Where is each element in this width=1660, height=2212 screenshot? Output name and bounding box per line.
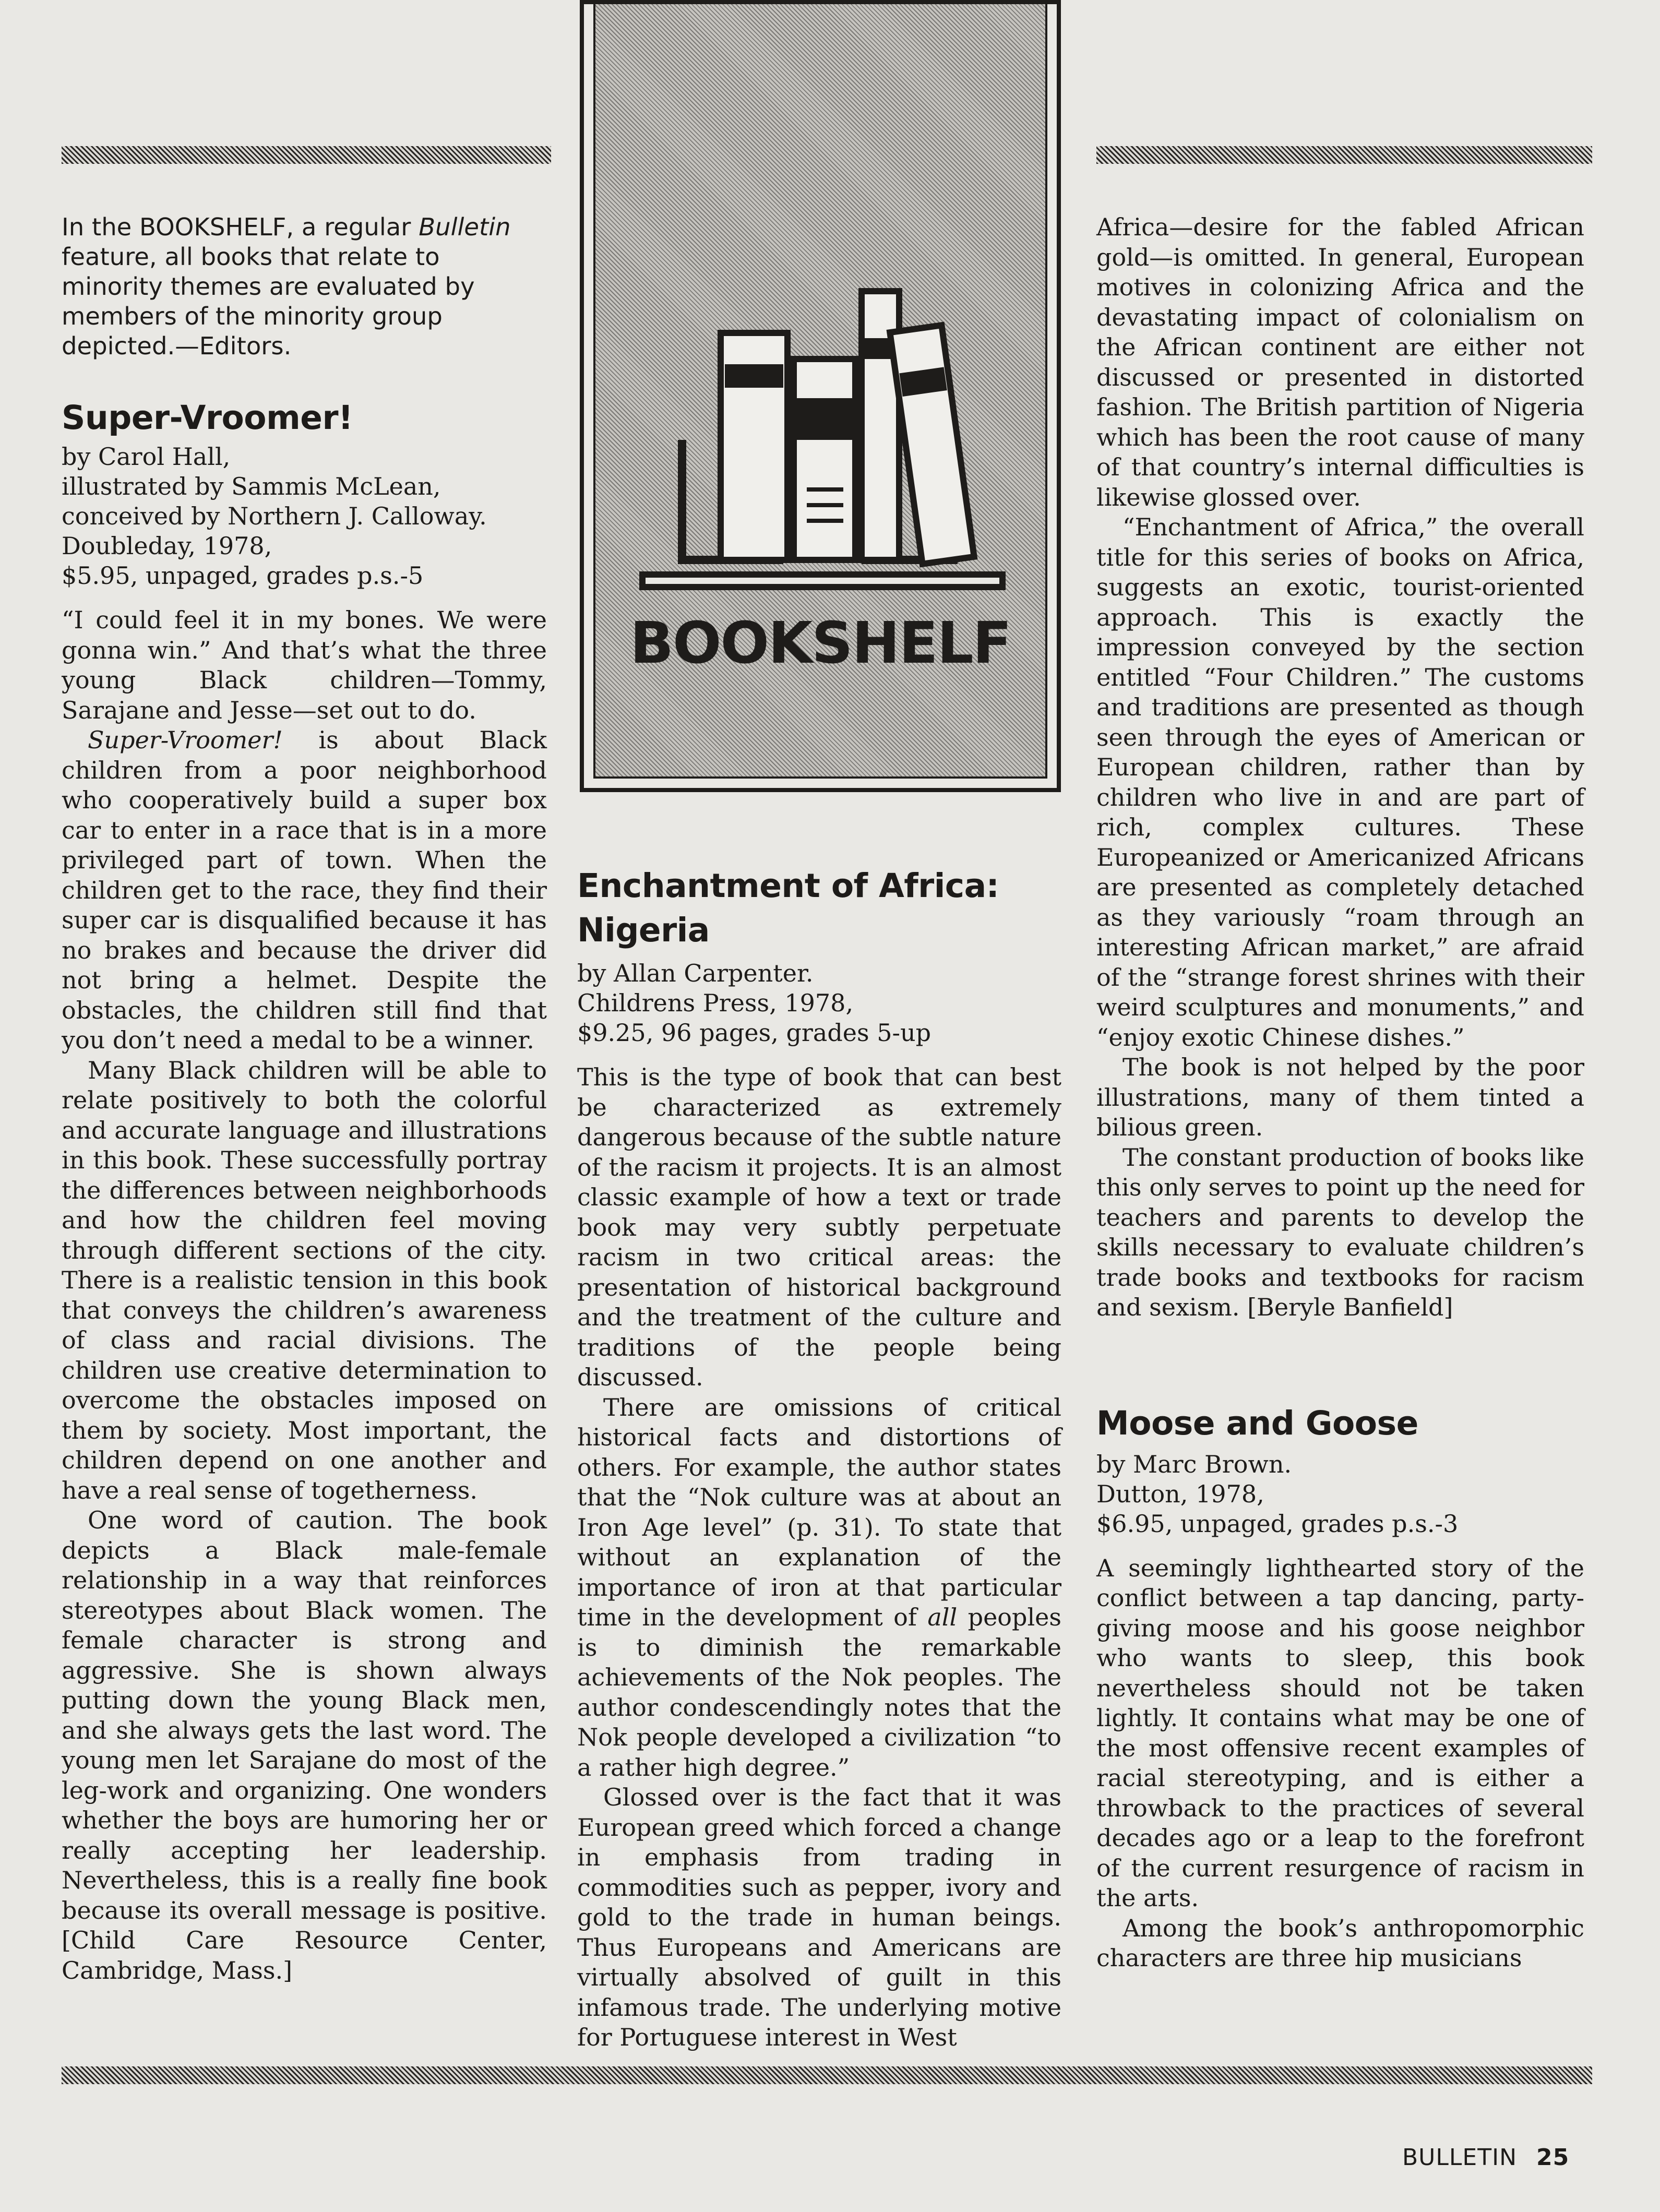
bottom-rule: [62, 2066, 1592, 2084]
paragraph: Glossed over is the fact that it was European greed which forced a change in emphasis from trading in commodities such as pepper, ivory and gold to the trade in human beings. Thus Europeans and Americans are virtually absolved of guilt in this infamous trade. The underlying motive for Portuguese interest in West: [577, 1783, 1061, 2051]
paragraph: There are omissions of critical historical facts and distortions of others. For example, the author states that the “Nok culture was at about an Iron Age level” (p. 31). To state that without an explanation of the importance of iron at that particular time in the development of all peoples is to diminish the remarkable achievements of the Nok peoples. The author condescendingly notes that the Nok people developed a civilization “to a rather high degree.”: [577, 1393, 1061, 1781]
top-rule-right: [1096, 146, 1592, 164]
review-body-super-vroomer: [62, 605, 547, 1986]
paragraph: “I could feel it in my bones. We were gonna win.” And that’s what the three young Black children—Tommy, Sarajane and Jesse—set out to do.: [62, 606, 547, 724]
paragraph: “Enchantment of Africa,” the overall title for this series of books on Africa, suggests an exotic, tourist-oriented approach. This is exactly the impression conveyed by the section entitled “Four Children.” The customs and traditions are presented as though seen through the eyes of American or European children, rather than by children who live in and are part of rich, complex cultures. These Europeanized or Americanized Africans are presented as completely detached as they variously “roam through an interesting African market,” are afraid of the “strange forest shrines with their weird sculptures and monuments,” and “enjoy exotic Chinese dishes.”: [1096, 513, 1584, 1051]
paragraph: The constant production of books like this only serves to point up the need for teachers and parents to develop the skills necessary to evaluate children’s trade books and textbooks for racism and sexism. [Beryle Banfield]: [1096, 1143, 1584, 1321]
paragraph: Many Black children will be able to relate positively to both the colorful and accurate language and illustrations in this book. These successfully portray the differences between neighborhoods and how the children feel moving through different sections of the city. There is a realistic tension in this book that conveys the children’s awareness of class and racial divisions. The children use creative determination to overcome the obstacles imposed on them by society. Most important, the children depend on one another and have a real sense of togetherness.: [62, 1056, 547, 1504]
review-meta-enchantment: by Allan Carpenter. Childrens Press, 1978, $9.25, 96 pages, grades 5-up: [577, 959, 931, 1047]
page-footer: [1402, 2144, 1569, 2171]
column-middle: [577, 864, 1061, 2053]
paragraph: Among the book’s anthropomorphic characters are three hip musicians: [1096, 1914, 1584, 1972]
bookshelf-logo: [580, 0, 1061, 792]
top-rule-left: [62, 146, 551, 164]
column-right: [1096, 212, 1584, 1974]
bookshelf-icon: [580, 4, 1061, 796]
paragraph: A seemingly lighthearted story of the conflict between a tap dancing, party-giving moose and his goose neighbor who wants to sleep, this book nevertheless should not be taken lightly. It contains what may be one of the most offensive recent examples of racial stereotyping, and is either a throwback to the practices of several decades ago or a leap to the forefront of the current resurgence of racism in the arts.: [1096, 1553, 1584, 1912]
paragraph: Super-Vroomer! is about Black children from a poor neighborhood who cooperatively build a super box car to enter in a race that is in a more privileged part of town. When the children get to the race, they find their super car is disqualified because it has no brakes and because the driver did not bring a helmet. Despite the obstacles, the children still find that you don’t need a medal to be a winner.: [62, 726, 547, 1054]
review-title-moose-and-goose: Moose and Goose: [1096, 1404, 1418, 1442]
review-meta-moose-and-goose: by Marc Brown. Dutton, 1978, $6.95, unpaged, grades p.s.-3: [1096, 1450, 1459, 1538]
logo-text: BOOKSHELF: [630, 609, 1011, 676]
paragraph: Africa—desire for the fabled African gold—is omitted. In general, European motives in colonizing Africa and the devastating impact of colonialism on the African continent are either not discussed or presented in distorted fashion. The British partition of Nigeria which has been the root cause of many of that country’s internal difficulties is likewise glossed over.: [1096, 213, 1584, 511]
page-number: 25: [1536, 2144, 1570, 2171]
footer-label: BULLETIN: [1402, 2144, 1517, 2171]
paragraph: The book is not helped by the poor illustrations, many of them tinted a bilious green.: [1096, 1053, 1584, 1141]
editors-note: In the BOOKSHELF, a regular Bulletin feature, all books that relate to minority themes are evaluated by members of the minority group depicted.—Editors.: [62, 213, 511, 360]
review-meta-super-vroomer: by Carol Hall, illustrated by Sammis McLean, conceived by Northern J. Calloway. Doubleday, 1978, $5.95, unpaged, grades p.s.-5: [62, 443, 487, 590]
paragraph: One word of caution. The book depicts a Black male-female relationship in a way that reinforces stereotypes about Black women. The female character is strong and aggressive. She is shown always putting down the young Black men, and she always gets the last word. The young men let Sarajane do most of the leg-work and organizing. One wonders whether the boys are humoring her or really accepting her leadership. Nevertheless, this is a really fine book because its overall message is positive. [Child Care Resource Center, Cambridge, Mass.]: [62, 1506, 547, 1984]
review-body-enchantment: [577, 1062, 1061, 2053]
column-left: [62, 212, 547, 1986]
review-body-moose-and-goose: [1096, 1553, 1584, 1974]
review-title-enchantment: Enchantment of Africa: Nigeria: [577, 867, 999, 949]
paragraph: This is the type of book that can best be characterized as extremely dangerous because of the subtle nature of the racism it projects. It is an almost classic example of how a text or trade book may very subtly perpetuate racism in two critical areas: the presentation of historical background and the treatment of the culture and traditions of the people being discussed.: [577, 1063, 1061, 1391]
review-title-super-vroomer: Super-Vroomer!: [62, 399, 353, 437]
